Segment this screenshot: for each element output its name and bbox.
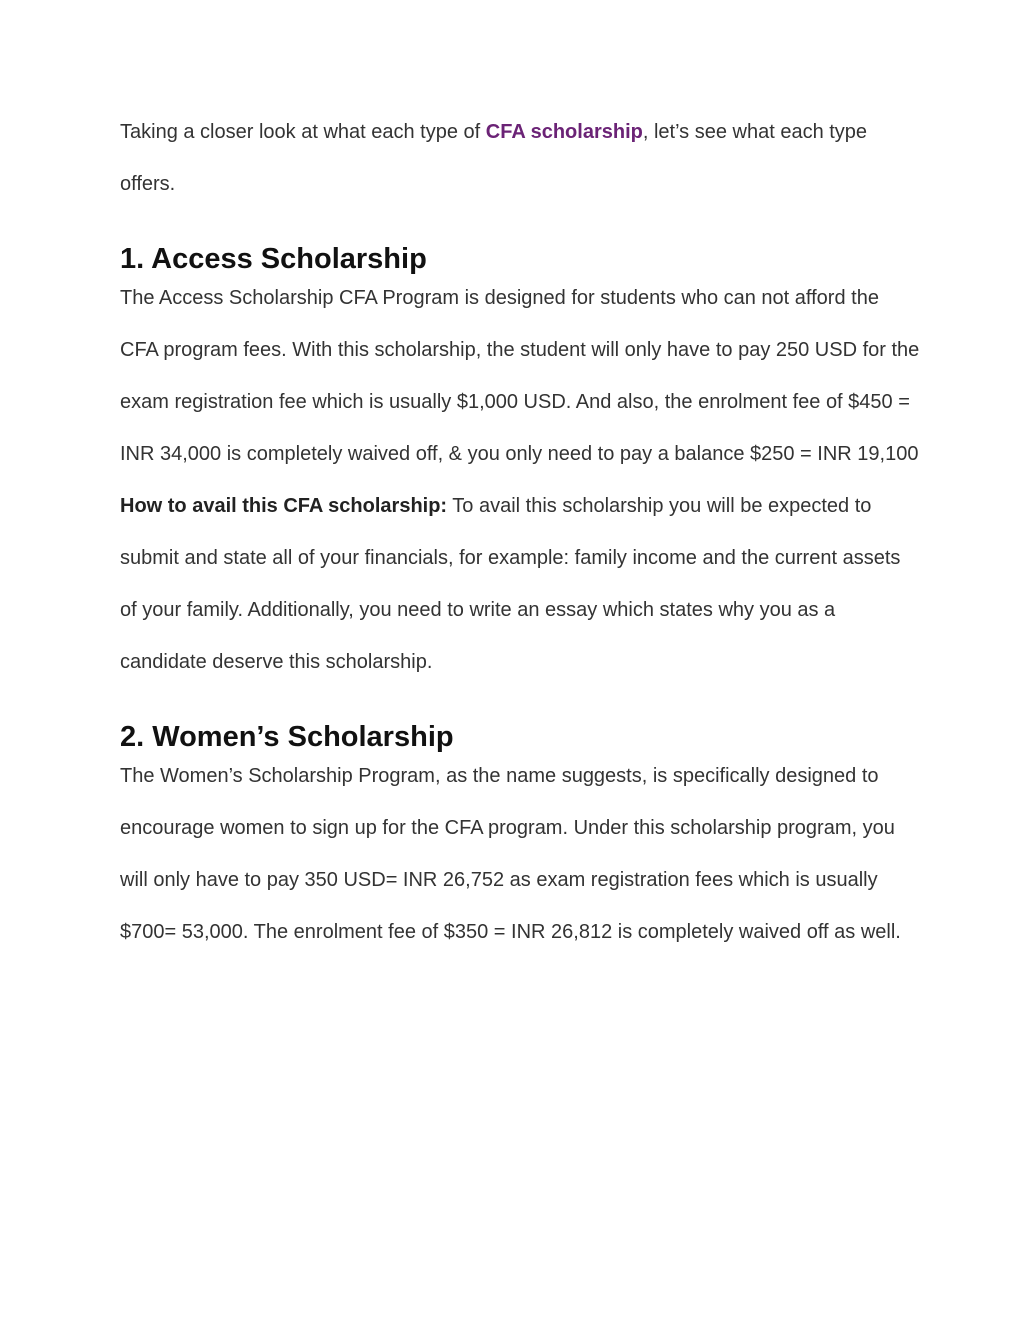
intro-paragraph xyxy=(120,106,920,210)
how-to-avail-paragraph xyxy=(120,480,920,688)
section-heading-women: 2. Women’s Scholarship xyxy=(120,721,454,753)
cfa-scholarship-link[interactable]: CFA scholarship xyxy=(485,121,643,143)
how-to-avail-text: To avail this scholarship you will be expected to submit and state all of your financials, for example: family income and the current assets of your family. Additionally, you need to write an essay which states why you as a candidate deserve this scholarship. xyxy=(120,495,901,673)
access-scholarship-paragraph: The Access Scholarship CFA Program is designed for students who can not afford the CFA program fees. With this scholarship, the student will only have to pay 250 USD for the exam registration fee which is usually $1,000 USD. And also, the enrolment fee of $450 = INR 34,000 is completely waived off, & you only need to pay a balance $250 = INR 19,100 xyxy=(120,287,920,465)
section-heading-access: 1. Access Scholarship xyxy=(120,243,427,275)
document-body xyxy=(120,106,920,958)
women-scholarship-paragraph: The Women’s Scholarship Program, as the name suggests, is specifically designed to encourage women to sign up for the CFA program. Under this scholarship program, you will only have to pay 350 USD= INR 26,752 as exam registration fees which is usually $700= 53,000. The enrolment fee of $350 = INR 26,812 is completely waived off as well. xyxy=(120,765,901,943)
intro-text-before: Taking a closer look at what each type of xyxy=(120,121,486,143)
intro-text-after: , let’s see what each type offers. xyxy=(120,121,868,195)
how-to-avail-label: How to avail this CFA scholarship: xyxy=(120,495,448,517)
